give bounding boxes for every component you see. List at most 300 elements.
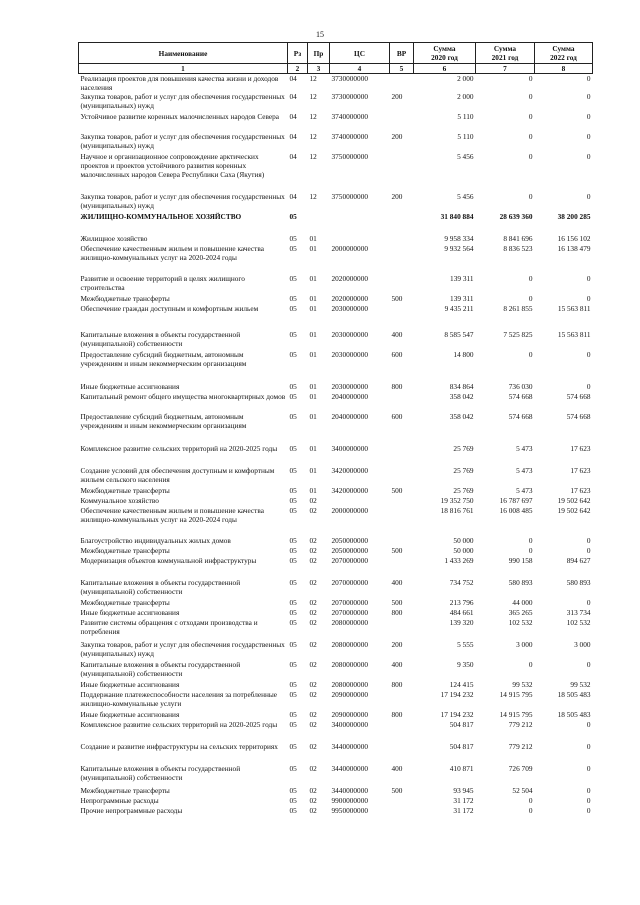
row-rz: 05 [289,212,297,221]
table-row [79,680,593,690]
row-cs: 3750000000 [331,152,368,161]
row-rz: 05 [289,578,297,587]
row-vr: 500 [391,786,403,795]
row-sum-2022: 17 623 [570,486,591,495]
row-sum-2020: 410 871 [449,764,474,773]
row-sum-2020: 734 752 [449,578,474,587]
row-rz: 05 [289,304,297,313]
row-rz: 04 [289,92,297,101]
row-sum-2021: 0 [528,92,533,101]
row-pr: 01 [309,486,317,495]
row-vr: 600 [391,350,403,359]
row-name: Межбюджетные трансферты [80,786,170,795]
row-sum-2021: 5 473 [516,444,533,453]
row-cs: 2070000000 [331,578,368,587]
row-pr: 02 [309,536,317,545]
row-rz: 05 [289,546,297,555]
row-cs: 2040000000 [331,412,368,421]
row-vr [390,444,414,466]
table-row [79,274,593,294]
row-pr: 01 [309,304,317,313]
row-rz: 04 [289,132,297,141]
row-cs [330,496,390,506]
row-name: Создание условий для обеспечения доступным и комфортным жильем сельского населения [80,466,275,484]
row-sum-2020: 50 000 [453,536,474,545]
row-sum-2022: 99 532 [570,680,591,689]
row-rz: 04 [289,192,297,201]
row-vr [390,244,414,274]
row-cs: 2020000000 [331,294,368,303]
row-name: Закупка товаров, работ и услуг для обеспечения государственных (муниципальных) нужд [80,640,285,658]
row-sum-2020: 14 800 [453,350,474,359]
row-sum-2021: 0 [528,132,533,141]
row-cs: 2040000000 [331,392,368,401]
header-sum-2022: Сумма 2022 год [535,43,593,64]
row-vr [390,274,414,294]
row-cs: 9950000000 [331,806,368,815]
row-sum-2020: 25 769 [453,486,474,495]
col-num-2: 2 [288,64,308,74]
row-vr: 800 [391,382,403,391]
row-sum-2021: 574 668 [508,392,533,401]
row-name: Прочие непрограммные расходы [80,806,183,815]
row-name: Предоставление субсидий бюджетным, автономным учреждениям и иным некоммерческим организациям [80,350,247,368]
header-vr: ВР [390,43,414,64]
row-sum-2020: 504 817 [449,720,474,729]
row-cs: 2080000000 [331,618,368,627]
row-cs: 2080000000 [331,660,368,669]
row-sum-2022: 38 200 285 [557,212,591,221]
row-name: Непрограммные расходы [80,796,159,805]
row-name: Закупка товаров, работ и услуг для обеспечения государственных (муниципальных) нужд [80,132,285,150]
row-sum-2022: 3 000 [574,640,591,649]
row-name: Обеспечение качественным жильем и повышение качества жилищно-коммунальных услуг на 2020-2024 годы [80,244,264,262]
row-sum-2022: 0 [586,742,591,751]
row-name: Комплексное развитие сельских территорий на 2020-2025 годы [80,444,278,453]
row-pr: 02 [309,618,317,627]
row-name: Капитальный ремонт общего имущества многоквартирных домов [80,392,286,401]
row-sum-2020: 139 311 [450,294,474,303]
row-vr [390,466,414,486]
row-cs: 3440000000 [331,786,368,795]
row-rz: 05 [289,294,297,303]
row-name: Научное и организационное сопровождение арктических проектов и проектов устойчивого развития коренных малочисленных народов Севера Республики Саха (Якутия) [80,152,265,179]
row-name: Межбюджетные трансферты [80,598,170,607]
row-vr: 800 [391,710,403,719]
table-row [79,444,593,466]
row-rz: 05 [289,392,297,401]
table-row [79,546,593,556]
row-cs [330,234,390,244]
table-row [79,786,593,796]
row-sum-2020: 19 352 750 [440,496,474,505]
row-sum-2022: 15 563 811 [557,304,591,313]
row-pr: 02 [309,720,317,729]
row-vr [390,212,414,234]
row-rz: 05 [289,690,297,699]
row-name: Иные бюджетные ассигнования [80,680,180,689]
row-pr: 02 [309,598,317,607]
row-sum-2020: 93 945 [453,786,474,795]
table-row [79,152,593,192]
row-sum-2021: 44 000 [512,598,533,607]
table-row [79,392,593,412]
row-cs [330,212,390,234]
row-rz: 05 [289,466,297,475]
table-row [79,660,593,680]
row-name: Жилищное хозяйство [80,234,148,243]
row-name: Реализация проектов для повышения качества жизни и доходов населения [80,74,279,92]
row-vr: 800 [391,608,403,617]
header-sum-2020: Сумма 2020 год [414,43,476,64]
row-sum-2020: 17 194 232 [440,710,474,719]
row-rz: 05 [289,244,297,253]
row-sum-2022: 0 [586,192,591,201]
row-sum-2020: 25 769 [453,444,474,453]
table-row [79,640,593,660]
row-pr: 02 [309,578,317,587]
row-rz: 05 [289,330,297,339]
row-pr: 12 [309,192,317,201]
row-rz: 05 [289,720,297,729]
row-pr: 12 [309,92,317,101]
row-name: Иные бюджетные ассигнования [80,382,180,391]
row-pr: 02 [309,710,317,719]
row-sum-2022: 0 [586,720,591,729]
col-num-4: 4 [330,64,390,74]
table-row [79,618,593,640]
row-rz: 05 [289,608,297,617]
row-sum-2020: 50 000 [453,546,474,555]
row-pr: 01 [309,350,317,359]
table-row [79,496,593,506]
table-row [79,720,593,742]
row-pr: 02 [309,806,317,815]
table-row [79,466,593,486]
row-sum-2020: 31 172 [453,806,474,815]
table-row [79,486,593,496]
row-sum-2021: 16 008 485 [499,506,533,515]
row-vr [390,690,414,710]
row-sum-2020: 5 456 [457,192,474,201]
row-vr [390,536,414,546]
table-row [79,742,593,764]
row-pr: 01 [309,234,317,243]
row-name: Создание и развитие инфраструктуры на сельских территориях [80,742,278,751]
row-cs: 3420000000 [331,486,368,495]
col-num-8: 8 [535,64,593,74]
row-rz: 05 [289,786,297,795]
table-row [79,112,593,132]
table-row [79,806,593,816]
row-sum-2022: 0 [586,132,591,141]
row-name: ЖИЛИЩНО-КОММУНАЛЬНОЕ ХОЗЯЙСТВО [80,212,242,221]
row-sum-2021: 0 [528,806,533,815]
row-cs: 3400000000 [331,720,368,729]
table-row [79,598,593,608]
row-sum-2020: 358 042 [449,412,474,421]
row-pr: 12 [309,132,317,141]
table-body [79,74,593,817]
col-num-7: 7 [476,64,535,74]
row-pr: 12 [309,152,317,161]
row-cs: 2030000000 [331,350,368,359]
row-sum-2021: 0 [528,112,533,121]
row-pr: 01 [309,294,317,303]
row-cs: 3730000000 [331,74,368,83]
row-sum-2020: 139 311 [450,274,474,283]
row-sum-2020: 5 110 [457,112,474,121]
row-sum-2022: 0 [586,764,591,773]
row-sum-2021: 990 158 [508,556,533,565]
row-rz: 04 [289,74,297,83]
table-row [79,796,593,806]
row-sum-2021: 779 212 [508,742,533,751]
row-name: Иные бюджетные ассигнования [80,710,180,719]
row-cs: 2000000000 [331,244,368,253]
row-rz: 05 [289,796,297,805]
row-sum-2022: 0 [586,536,591,545]
table-row [79,92,593,112]
row-cs: 3420000000 [331,466,368,475]
row-cs: 3400000000 [331,444,368,453]
table-row [79,330,593,350]
row-sum-2021: 7 525 825 [503,330,533,339]
row-rz: 05 [289,496,297,505]
row-sum-2022: 574 668 [566,412,591,421]
table-row [79,556,593,578]
table-row [79,294,593,304]
row-name: Иные бюджетные ассигнования [80,608,180,617]
row-rz: 05 [289,412,297,421]
row-sum-2021: 99 532 [512,680,533,689]
row-name: Закупка товаров, работ и услуг для обеспечения государственных (муниципальных) нужд [80,192,285,210]
row-sum-2021: 0 [528,274,533,283]
row-cs: 2090000000 [331,690,368,699]
row-sum-2021: 0 [528,192,533,201]
row-name: Комплексное развитие сельских территорий на 2020-2025 годы [80,720,278,729]
row-sum-2022: 0 [586,660,591,669]
row-sum-2021: 0 [528,660,533,669]
row-rz: 05 [289,536,297,545]
row-sum-2022: 102 532 [566,618,591,627]
row-sum-2021: 8 836 523 [503,244,533,253]
row-vr: 500 [391,294,403,303]
row-name: Развитие и освоение территорий в целях жилищного строительства [80,274,245,292]
row-rz: 05 [289,764,297,773]
row-pr: 02 [309,640,317,649]
row-sum-2021: 736 030 [508,382,533,391]
row-cs: 2030000000 [331,382,368,391]
row-sum-2020: 358 042 [449,392,474,401]
row-sum-2022: 580 893 [566,578,591,587]
row-sum-2022: 17 623 [570,466,591,475]
row-vr: 400 [391,330,403,339]
row-sum-2022: 16 156 102 [557,234,591,243]
row-pr: 01 [309,274,317,283]
row-cs: 2080000000 [331,640,368,649]
row-sum-2020: 213 796 [449,598,474,607]
row-vr [390,304,414,330]
table-row [79,382,593,392]
row-pr: 02 [309,496,317,505]
row-pr: 01 [309,444,317,453]
table-row [79,212,593,234]
row-sum-2020: 504 817 [449,742,474,751]
table-row [79,690,593,710]
row-sum-2021: 0 [528,796,533,805]
row-vr: 500 [391,598,403,607]
row-rz: 05 [289,444,297,453]
row-cs: 2050000000 [331,536,368,545]
row-vr [390,392,414,412]
table-row [79,244,593,274]
row-rz: 05 [289,618,297,627]
row-sum-2020: 8 585 547 [444,330,474,339]
col-num-3: 3 [308,64,330,74]
row-pr: 02 [309,680,317,689]
row-pr: 01 [309,382,317,391]
row-name: Межбюджетные трансферты [80,486,170,495]
row-sum-2020: 834 864 [449,382,474,391]
row-rz: 05 [289,806,297,815]
row-vr: 200 [391,640,403,649]
row-sum-2022: 0 [586,74,591,83]
table-row [79,506,593,536]
row-vr: 400 [391,578,403,587]
row-rz: 05 [289,274,297,283]
row-pr [308,212,330,234]
row-rz: 04 [289,152,297,161]
row-rz: 04 [289,112,297,121]
row-pr: 01 [309,330,317,339]
row-sum-2022: 313 734 [566,608,591,617]
row-name: Межбюджетные трансферты [80,294,170,303]
row-sum-2021: 8 841 696 [503,234,533,243]
row-cs: 2030000000 [331,304,368,313]
row-rz: 05 [289,350,297,359]
row-cs: 3440000000 [331,764,368,773]
row-pr: 02 [309,608,317,617]
row-cs: 2070000000 [331,556,368,565]
row-vr: 200 [391,92,403,101]
table-row [79,536,593,546]
row-name: Капитальные вложения в объекты государственной (муниципальной) собственности [80,764,241,782]
row-sum-2022: 18 505 483 [557,690,591,699]
row-cs: 2090000000 [331,710,368,719]
row-sum-2022: 574 668 [566,392,591,401]
table-row [79,608,593,618]
row-vr [390,506,414,536]
row-pr: 01 [309,392,317,401]
row-vr: 200 [391,132,403,141]
row-sum-2020: 25 769 [453,466,474,475]
row-sum-2020: 124 415 [449,680,474,689]
row-cs: 3750000000 [331,192,368,201]
row-name: Обеспечение качественным жильем и повышение качества жилищно-коммунальных услуг на 2020-2024 годы [80,506,264,524]
row-sum-2021: 580 893 [508,578,533,587]
row-sum-2021: 0 [528,294,533,303]
row-sum-2020: 139 320 [449,618,474,627]
row-rz: 05 [289,742,297,751]
row-name: Устойчивое развитие коренных малочисленных народов Севера [80,112,280,121]
row-sum-2020: 5 110 [457,132,474,141]
row-sum-2021: 0 [528,350,533,359]
row-rz: 05 [289,486,297,495]
row-sum-2020: 18 816 761 [440,506,474,515]
row-sum-2021: 3 000 [516,640,533,649]
row-vr: 500 [391,486,403,495]
row-name: Межбюджетные трансферты [80,546,170,555]
table-row [79,764,593,786]
row-sum-2021: 0 [528,546,533,555]
row-pr: 02 [309,660,317,669]
row-cs: 3740000000 [331,112,368,121]
row-sum-2022: 16 138 479 [557,244,591,253]
col-num-1: 1 [79,64,288,74]
row-pr: 01 [309,466,317,475]
table-row [79,710,593,720]
row-rz: 05 [289,506,297,515]
row-sum-2022: 19 502 642 [557,506,591,515]
header-cs: ЦС [330,43,390,64]
col-num-6: 6 [414,64,476,74]
row-sum-2022: 0 [586,806,591,815]
row-pr: 02 [309,506,317,515]
row-sum-2022: 0 [586,92,591,101]
row-sum-2020: 2 000 [457,74,474,83]
row-pr: 02 [309,556,317,565]
table-row [79,578,593,598]
row-sum-2022: 0 [586,546,591,555]
row-sum-2022: 0 [586,274,591,283]
row-name: Предоставление субсидий бюджетным, автономным учреждениям и иным некоммерческим организациям [80,412,247,430]
row-vr: 800 [391,680,403,689]
row-sum-2021: 0 [528,536,533,545]
row-cs: 3440000000 [331,742,368,751]
row-vr [390,796,414,806]
row-pr: 02 [309,764,317,773]
row-rz: 05 [289,234,297,243]
row-vr [390,496,414,506]
row-vr [390,618,414,640]
row-sum-2020: 9 350 [457,660,474,669]
table-row [79,74,593,93]
row-sum-2020: 1 433 269 [444,556,474,565]
row-vr: 500 [391,546,403,555]
row-pr: 01 [309,244,317,253]
row-sum-2020: 9 932 564 [444,244,474,253]
row-sum-2021: 365 265 [508,608,533,617]
row-pr: 02 [309,742,317,751]
table-header-row [79,43,593,64]
row-sum-2021: 574 668 [508,412,533,421]
row-cs: 2080000000 [331,680,368,689]
table-row [79,412,593,444]
row-vr: 400 [391,660,403,669]
row-sum-2021: 8 261 855 [503,304,533,313]
row-sum-2022: 15 563 811 [557,330,591,339]
row-name: Модернизация объектов коммунальной инфраструктуры [80,556,257,565]
row-vr [390,152,414,192]
row-pr: 02 [309,546,317,555]
row-name: Развитие системы обращения с отходами производства и потребления [80,618,258,636]
row-vr [390,806,414,816]
header-sum-2021: Сумма 2021 год [476,43,535,64]
row-cs: 3740000000 [331,132,368,141]
budget-table [78,42,593,816]
row-sum-2022: 0 [586,796,591,805]
